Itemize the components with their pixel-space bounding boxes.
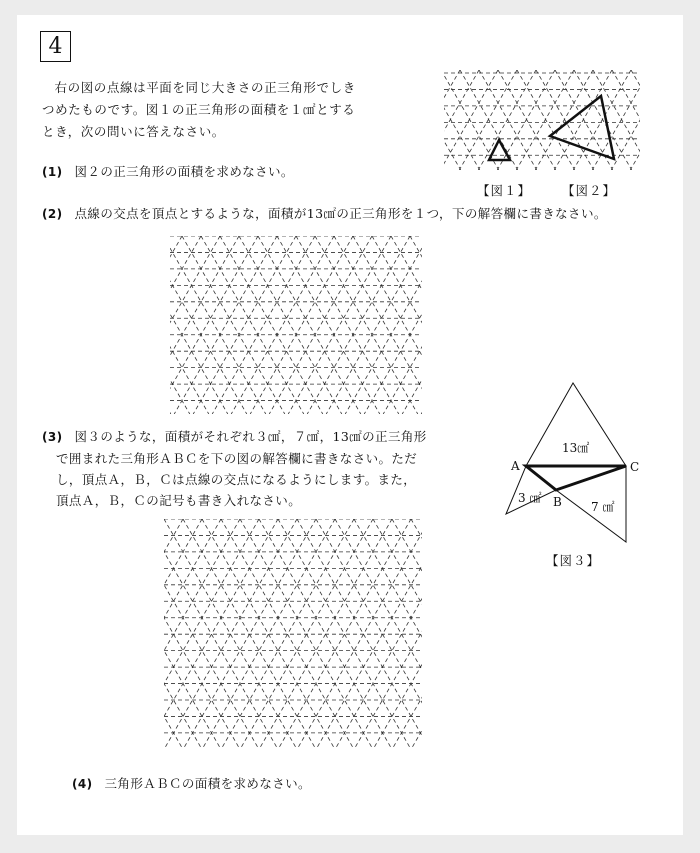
vertex-c-label: C bbox=[630, 460, 640, 474]
figure-1-caption: 【図１】 bbox=[477, 183, 532, 198]
figure-2-caption: 【図２】 bbox=[562, 183, 617, 198]
problem-number-box: 4 bbox=[40, 31, 71, 62]
figure-1-triangle bbox=[489, 140, 510, 160]
figure-3-diagram bbox=[500, 378, 640, 548]
intro-text bbox=[42, 77, 402, 143]
intro-line: とき，次の問いに答えなさい。 bbox=[42, 124, 225, 139]
question-3-line: で囲まれた三角形ＡＢＣを下の図の解答欄に書きなさい。ただ bbox=[56, 451, 418, 466]
figure-1-2-grid bbox=[444, 70, 640, 170]
question-2-text: 点線の交点を頂点とするような，面積が13㎠の正三角形を１つ，下の解答欄に書きなさい。 bbox=[74, 206, 607, 221]
question-3-number: (3) bbox=[42, 430, 63, 444]
question-1 bbox=[42, 161, 294, 183]
question-4-text: 三角形ＡＢＣの面積を求めなさい。 bbox=[104, 776, 311, 791]
area-13-label: 13㎠ bbox=[562, 441, 590, 455]
question-3-line: 頂点Ａ，Ｂ，Ｃの記号も書き入れなさい。 bbox=[56, 493, 302, 508]
question-3 bbox=[42, 426, 482, 511]
area-3-label: 3 ㎠ bbox=[518, 491, 542, 505]
area-7-label: 7 ㎠ bbox=[591, 500, 615, 514]
figure-3-caption: 【図３】 bbox=[546, 553, 601, 568]
question-3-line: 図３のような，面積がそれぞれ３㎠，７㎠，13㎠の正三角形 bbox=[74, 429, 427, 444]
answer-grid-q3[interactable] bbox=[164, 519, 422, 747]
question-4-number: (4) bbox=[72, 777, 93, 791]
triangle-3 bbox=[506, 466, 556, 514]
answer-grid-q2[interactable] bbox=[170, 236, 422, 414]
intro-line: つめたものです。図１の正三角形の面積を１㎠とする bbox=[42, 102, 356, 117]
vertex-b-label: B bbox=[553, 495, 562, 509]
question-1-number: (1) bbox=[42, 165, 63, 179]
intro-line: 右の図の点線は平面を同じ大きさの正三角形でしき bbox=[54, 80, 356, 95]
question-4 bbox=[72, 773, 311, 795]
question-2-number: (2) bbox=[42, 207, 63, 221]
question-2 bbox=[42, 203, 607, 225]
question-1-text: 図２の正三角形の面積を求めなさい。 bbox=[74, 164, 294, 179]
question-3-line: し，頂点Ａ，Ｂ，Ｃは点線の交点になるようにします。また， bbox=[56, 472, 417, 487]
vertex-a-label: A bbox=[511, 459, 520, 473]
triangle-abc bbox=[526, 466, 626, 490]
